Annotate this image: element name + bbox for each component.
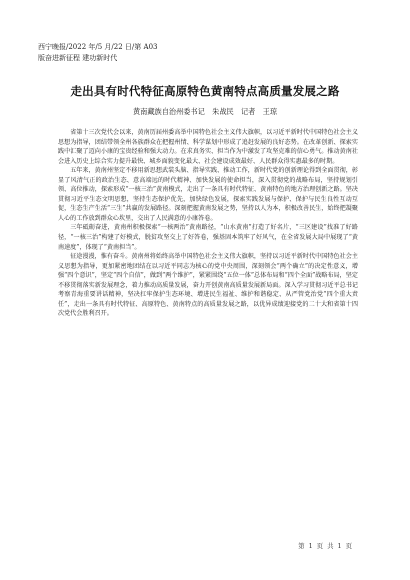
column-line: 版奋进新征程 建功新时代 bbox=[38, 53, 118, 62]
article-body bbox=[58, 128, 358, 319]
article-paragraph: 征途漫漫，惟有奋斗。黄南州将始终高举中国特色社会主义伟大旗帜，坚持以习近平新时代中国特色社会主义思想为指导，更加紧密地团结在以习近平同志为核心的党中央周围，深刻领会“两个确立”的决定性意义，增强“四个意识”，坚定“四个自信”，做到“两个维护”，紧紧围绕“五位一体”总体布局和“四个全面”战略布局，坚定不移贯彻落实新发展理念，着力推动高质量发展，奋力开创黄南高质量发展新局面。深入学习贯彻习近平总书记考察青海重要讲话精神，坚决扛牢保护生态环境、增进民生福祉、维护和谐稳定、从严管党治党“四个重大责任”，走出一条具有时代特征、高原特色、黄南特点的高质量发展之路，以优异成绩迎接党的二十大和省第十四次党代会胜利召开。 bbox=[58, 253, 358, 318]
article-byline: 黄南藏族自治州委书记 朱战民 记者 王琼 bbox=[132, 107, 278, 116]
article-paragraph: 省第十三次党代会以来，黄南历届州委高举中国特色社会主义伟大旗帜，以习近平新时代中国特色社会主义思想为指导，团结带领全州各族群众在把握州情、科学谋划中形成了追赶发展的良好态势。在改革创新、探索实践中汇聚了迈向小康的宝贵经验和强大动力。在求真务实、担当作为中激发了攻坚克难的信心勇气。推动黄南社会进入历史上综合实力提升最快、城乡面貌变化最大、社会建设成效最好、人民群众得实惠最多的时期。 bbox=[58, 129, 358, 165]
source-line: 西宁晚报/2022 年/5 月/22 日/第 A03 bbox=[38, 43, 158, 51]
article-paragraph: 三年砥砺奋进，黄南州积极探索“一核两治”黄南路径，“山水黄南”打造了好名片，“三区建设”找准了好路径，“一核三治”构建了好模式，脱贫攻坚交上了好答卷，强基固本筑牢了好风气，在全省发展大局中展现了“黄南速度”，体现了“黄南担当”。 bbox=[58, 224, 358, 251]
publication-meta bbox=[38, 42, 157, 63]
article-paragraph: 五年来，黄南州坚定不移用新思想武装头脑、指导实践、推动工作，新时代党的创新理论得到全面贯彻，彰显了风清气正的政治生态、意高端远的时代精神、加快发展的使命担当，深入贯彻党的战略布局，坚持规划引领、高位推动，探索形成“一核三治”黄南模式，走出了一条具有时代特征、黄南特色的地方治理创新之路。坚决贯彻习近平生态文明思想，坚持生态保护优先，加快绿色发展，探索实践发展与保护、保护与民生良性互动互促，生态生产生活“三生”共赢的发展路径。深刻把握黄南发展之势，坚持以人为本，积极改善民生，始终把凝聚人心的工作放到群众心坎里，交出了人民满意的小康答卷。 bbox=[58, 167, 358, 222]
page-indicator: 第 1 页 共 1 页 bbox=[298, 542, 352, 550]
article-title: 走出具有时代特征高原特色黄南特点高质量发展之路 bbox=[70, 84, 340, 98]
